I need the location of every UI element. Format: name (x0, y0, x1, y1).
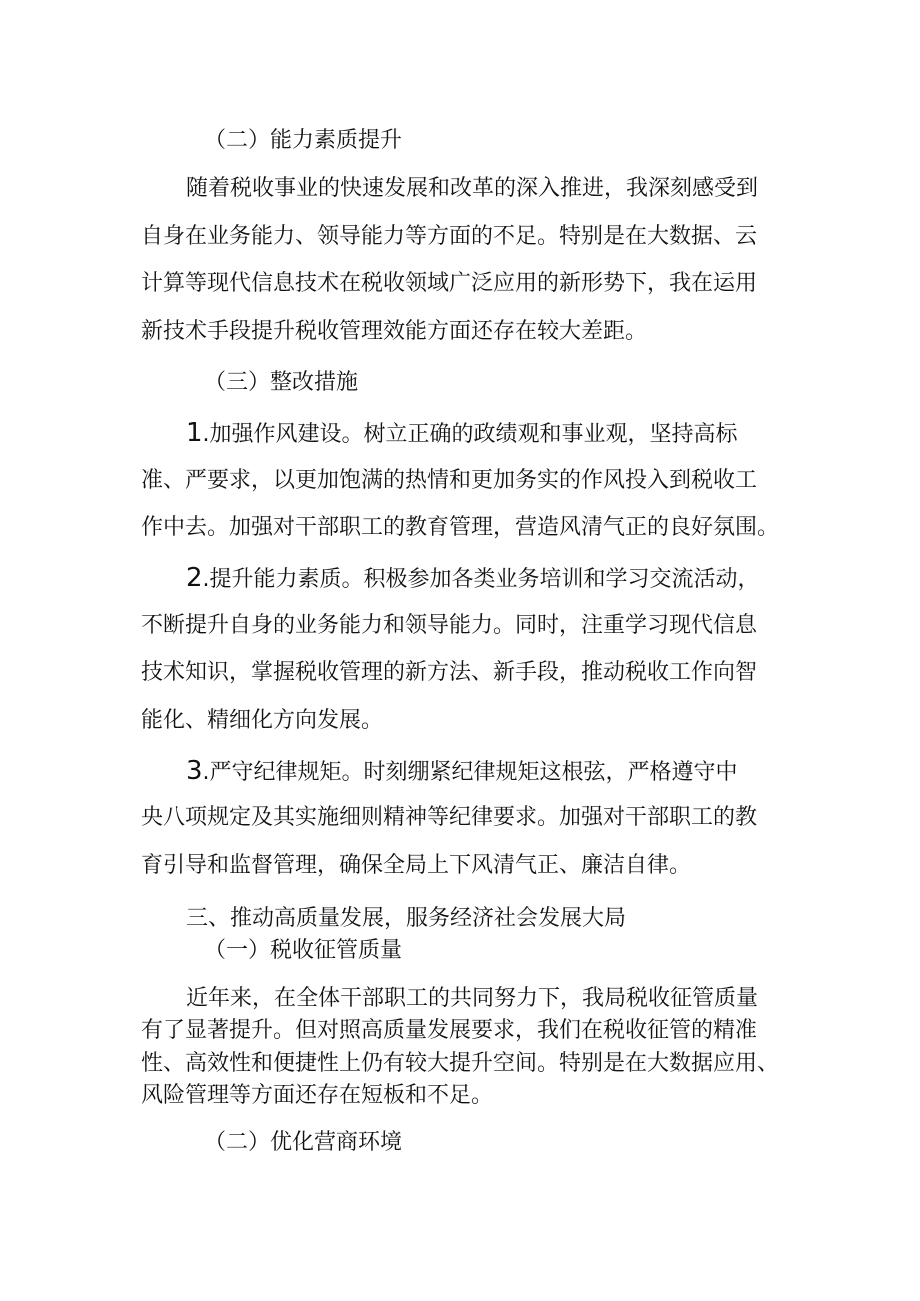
list-item-number: 1 (186, 418, 203, 448)
paragraph-line: 技术知识，掌握税收管理的新方法、新手段，推动税收工作向智 (141, 660, 758, 685)
list-item-2-first-line (186, 563, 760, 593)
paragraph-line: 近年来，在全体干部职工的共同努力下，我局税收征管质量 (186, 986, 759, 1011)
list-item-3-first-line (186, 756, 738, 786)
paragraph-line: 性、高效性和便捷性上仍有较大提升空间。特别是在大数据应用、 (141, 1051, 780, 1076)
list-item-number: 3 (186, 756, 203, 786)
paragraph-line: 准、严要求，以更加饱满的热情和更加务实的作风投入到税收工 (141, 468, 758, 493)
list-item-text: .提升能力素质。积极参加各类业务培训和学习交流活动， (202, 567, 760, 592)
paragraph-line: 随着税收事业的快速发展和改革的深入推进，我深刻感受到 (186, 176, 759, 201)
list-item-text: .加强作风建设。树立正确的政绩观和事业观，坚持高标 (202, 422, 738, 447)
list-item-number: 2 (186, 563, 203, 593)
paragraph-line: 育引导和监督管理，确保全局上下风清气正、廉洁自律。 (141, 853, 692, 878)
paragraph-line: 计算等现代信息技术在税收领域广泛应用的新形势下，我在运用 (141, 271, 758, 296)
section-heading-capability: （二）能力素质提升 (204, 128, 403, 153)
chapter-heading-high-quality-development: 三、推动高质量发展，服务经济社会发展大局 (186, 906, 627, 931)
section-heading-tax-collection: （一）税收征管质量 (204, 938, 403, 963)
paragraph-line: 有了显著提升。但对照高质量发展要求，我们在税收征管的精准 (141, 1018, 758, 1043)
paragraph-line: 央八项规定及其实施细则精神等纪律要求。加强对干部职工的教 (141, 805, 758, 830)
paragraph-line: 不断提升自身的业务能力和领导能力。同时，注重学习现代信息 (141, 613, 758, 638)
section-heading-rectification: （三）整改措施 (204, 370, 359, 395)
list-item-1-first-line (186, 418, 738, 448)
paragraph-line: 能化、精细化方向发展。 (141, 708, 384, 733)
paragraph-line: 自身在业务能力、领导能力等方面的不足。特别是在大数据、云 (141, 224, 758, 249)
paragraph-line: 风险管理等方面还存在短板和不足。 (141, 1083, 494, 1108)
list-item-text: .严守纪律规矩。时刻绷紧纪律规矩这根弦，严格遵守中 (202, 760, 738, 785)
paragraph-line: 新技术手段提升税收管理效能方面还存在较大差距。 (141, 319, 648, 344)
paragraph-line: 作中去。加强对干部职工的教育管理，营造风清气正的良好氛围。 (141, 515, 780, 540)
section-heading-business-environment: （二）优化营商环境 (204, 1130, 403, 1155)
